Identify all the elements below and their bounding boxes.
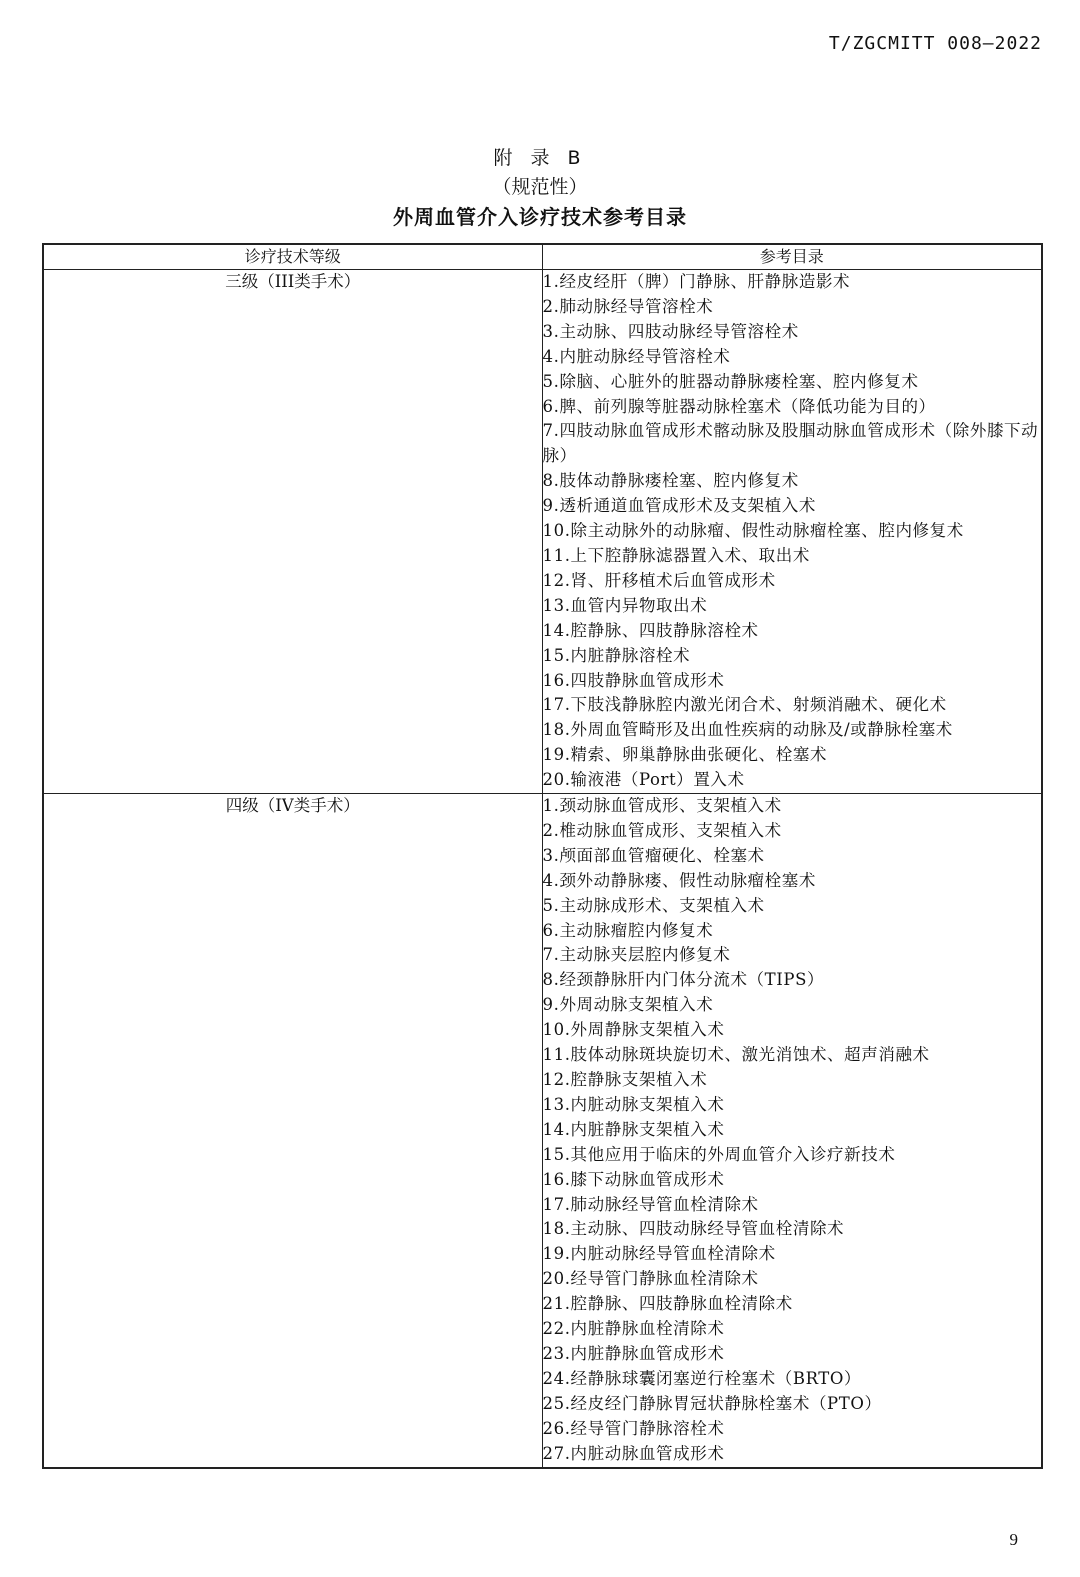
catalog-item: 14.内脏静脉支架植入术 bbox=[542, 1119, 725, 1139]
catalog-item: 6.主动脉瘤腔内修复术 bbox=[542, 920, 714, 940]
catalog-item: 21.腔静脉、四肢静脉血栓清除术 bbox=[542, 1294, 793, 1314]
appendix-type: （规范性） bbox=[492, 176, 588, 198]
catalog-item: 25.经皮经门静脉胃冠状静脉栓塞术（PTO） bbox=[542, 1393, 882, 1413]
catalog-item: 20.输液港（Port）置入术 bbox=[542, 770, 745, 790]
catalog-item: 12.肾、肝移植术后血管成形术 bbox=[542, 570, 776, 590]
catalog-item: 5.除脑、心脏外的脏器动静脉瘘栓塞、腔内修复术 bbox=[542, 371, 919, 391]
catalog-item: 20.经导管门静脉血栓清除术 bbox=[542, 1269, 759, 1289]
table-row bbox=[43, 270, 1042, 794]
catalog-item: 15.内脏静脉溶栓术 bbox=[542, 645, 691, 665]
catalog-item: 10.除主动脉外的动脉瘤、假性动脉瘤栓塞、腔内修复术 bbox=[542, 521, 964, 541]
catalog-item: 16.四肢静脉血管成形术 bbox=[542, 670, 725, 690]
appendix-title: 附 录 B bbox=[493, 147, 587, 169]
catalog-item: 18.外周血管畸形及出血性疾病的动脉及/或静脉栓塞术 bbox=[542, 720, 953, 740]
catalog-item: 22.内脏静脉血栓清除术 bbox=[542, 1319, 725, 1339]
catalog-items-cell bbox=[542, 270, 1042, 794]
column-header-level: 诊疗技术等级 bbox=[43, 244, 542, 270]
catalog-item: 3.主动脉、四肢动脉经导管溶栓术 bbox=[542, 321, 799, 341]
catalog-item: 5.主动脉成形术、支架植入术 bbox=[542, 895, 765, 915]
catalog-item: 7.四肢动脉血管成形术髂动脉及股腘动脉血管成形术（除外膝下动脉） bbox=[542, 421, 1039, 466]
table-row bbox=[43, 794, 1042, 1468]
catalog-item: 8.肢体动静脉瘘栓塞、腔内修复术 bbox=[542, 471, 799, 491]
catalog-item: 13.血管内异物取出术 bbox=[542, 595, 708, 615]
page-number: 9 bbox=[1009, 1530, 1018, 1549]
appendix-title-block bbox=[0, 146, 1080, 232]
catalog-item: 19.内脏动脉经导管血栓清除术 bbox=[542, 1244, 776, 1264]
catalog-item: 2.椎动脉血管成形、支架植入术 bbox=[542, 820, 782, 840]
catalog-item: 6.脾、前列腺等脏器动脉栓塞术（降低功能为目的） bbox=[542, 396, 936, 416]
appendix-heading: 外周血管介入诊疗技术参考目录 bbox=[393, 205, 687, 229]
catalog-item: 26.经导管门静脉溶栓术 bbox=[542, 1418, 725, 1438]
catalog-item: 12.腔静脉支架植入术 bbox=[542, 1070, 708, 1089]
surgery-level-cell: 三级（III类手术） bbox=[43, 270, 542, 794]
catalog-item: 27.内脏动脉血管成形术 bbox=[542, 1443, 725, 1463]
catalog-item: 15.其他应用于临床的外周血管介入诊疗新技术 bbox=[542, 1144, 896, 1164]
catalog-item: 23.内脏静脉血管成形术 bbox=[542, 1343, 725, 1363]
catalog-item: 4.颈外动静脉瘘、假性动脉瘤栓塞术 bbox=[542, 870, 816, 890]
catalog-item: 18.主动脉、四肢动脉经导管血栓清除术 bbox=[542, 1219, 845, 1239]
catalog-item: 11.肢体动脉斑块旋切术、激光消蚀术、超声消融术 bbox=[542, 1045, 930, 1065]
catalog-item: 16.膝下动脉血管成形术 bbox=[542, 1169, 725, 1189]
catalog-item: 13.内脏动脉支架植入术 bbox=[542, 1094, 725, 1114]
catalog-item: 8.经颈静脉肝内门体分流术（TIPS） bbox=[542, 970, 825, 990]
surgery-level-cell: 四级（IV类手术） bbox=[43, 794, 542, 1468]
table-header-row bbox=[43, 244, 1042, 270]
catalog-item: 4.内脏动脉经导管溶栓术 bbox=[542, 346, 731, 366]
catalog-item: 17.下肢浅静脉腔内激光闭合术、射频消融术、硬化术 bbox=[542, 695, 947, 715]
catalog-items-cell bbox=[542, 794, 1042, 1468]
catalog-item: 1.颈动脉血管成形、支架植入术 bbox=[542, 796, 782, 816]
catalog-item: 24.经静脉球囊闭塞逆行栓塞术（BRTO） bbox=[542, 1368, 862, 1388]
catalog-item: 9.外周动脉支架植入术 bbox=[542, 995, 714, 1015]
catalog-item: 9.透析通道血管成形术及支架植入术 bbox=[542, 496, 816, 516]
catalog-item: 10.外周静脉支架植入术 bbox=[542, 1020, 725, 1040]
column-header-catalog: 参考目录 bbox=[542, 244, 1042, 270]
catalog-item: 14.腔静脉、四肢静脉溶栓术 bbox=[542, 620, 759, 640]
catalog-item: 2.肺动脉经导管溶栓术 bbox=[542, 296, 714, 316]
catalog-table bbox=[42, 243, 1043, 1469]
catalog-item: 17.肺动脉经导管血栓清除术 bbox=[542, 1194, 759, 1214]
catalog-item: 11.上下腔静脉滤器置入术、取出术 bbox=[542, 545, 810, 565]
standard-code: T/ZGCMITT 008—2022 bbox=[828, 33, 1042, 54]
catalog-item: 19.精索、卵巢静脉曲张硬化、栓塞术 bbox=[542, 745, 828, 765]
catalog-item: 1.经皮经肝（脾）门静脉、肝静脉造影术 bbox=[542, 272, 851, 291]
catalog-item: 7.主动脉夹层腔内修复术 bbox=[542, 945, 731, 965]
catalog-item: 3.颅面部血管瘤硬化、栓塞术 bbox=[542, 845, 765, 865]
